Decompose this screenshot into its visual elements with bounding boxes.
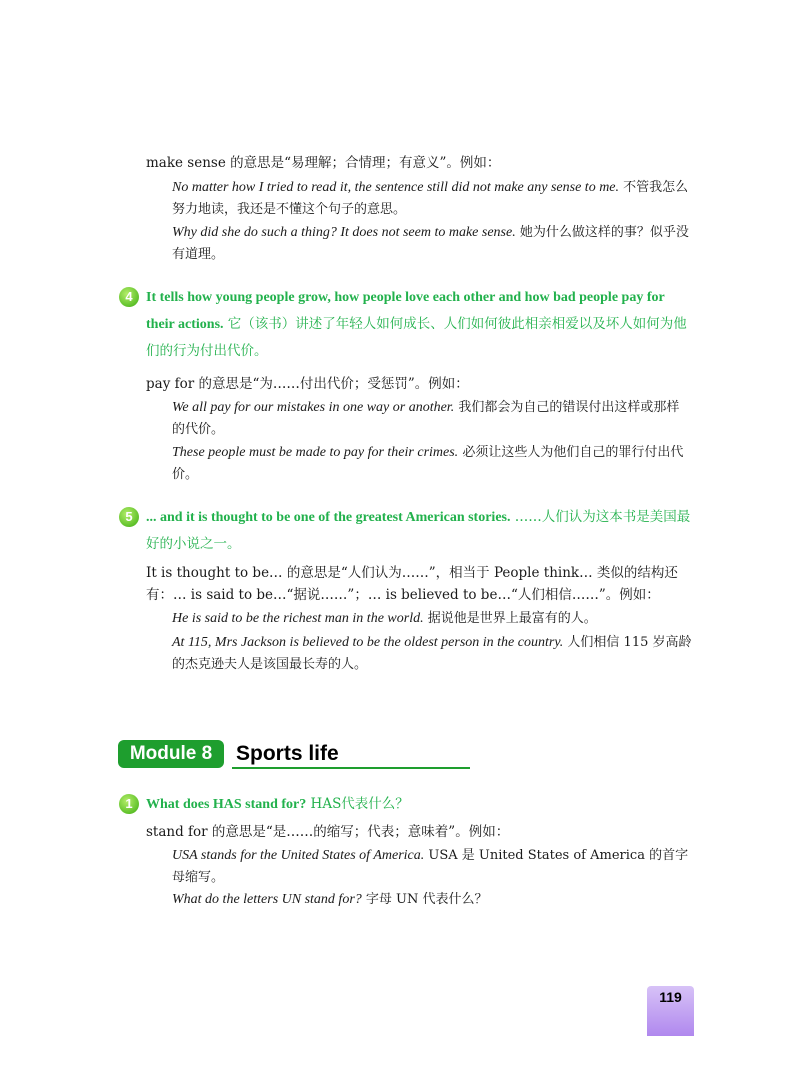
example-zh: USA 是 United States of America 的首字母缩写。 xyxy=(172,848,689,885)
example-zh: 我们都会为自己的错误付出这样或那样的代价。 xyxy=(172,400,680,437)
example-zh: 字母 UN 代表什么？ xyxy=(361,892,488,907)
note-heading-en: ... and it is thought to be one of the greatest American stories. xyxy=(146,510,511,525)
example-sentence xyxy=(172,222,692,266)
note-heading-zh: 它（该书）讲述了年轻人如何成长、人们如何彼此相亲相爱以及坏人如何为他们的行为付出代价。 xyxy=(146,316,687,359)
note-heading xyxy=(146,284,694,365)
module-underline xyxy=(232,767,470,769)
note-heading xyxy=(146,504,694,558)
example-en: What do the letters UN stand for? xyxy=(172,892,362,907)
note-heading-zh: HAS代表什么？ xyxy=(306,796,409,812)
example-sentence xyxy=(172,845,692,889)
module-header xyxy=(118,740,470,770)
make-sense-intro: make sense 的意思是“易理解；合情理；有意义”。例如： xyxy=(146,155,501,171)
example-zh: 人们相信 115 岁高龄的杰克逊夫人是该国最长寿的人。 xyxy=(172,635,692,672)
pay-for-intro: pay for 的意思是“为……付出代价；受惩罚”。例如： xyxy=(146,376,469,392)
example-en: At 115, Mrs Jackson is believed to be the oldest person in the country. xyxy=(172,635,564,650)
stand-for-intro: stand for 的意思是“是……的缩写；代表；意味着”。例如： xyxy=(146,824,510,840)
example-zh: 不管我怎么努力地读，我还是不懂这个句子的意思。 xyxy=(172,180,689,217)
example-zh: 她为什么做这样的事？似乎没有道理。 xyxy=(172,225,689,262)
note-number-badge: 5 xyxy=(119,507,139,527)
note-heading-en: It tells how young people grow, how people love each other and how bad people pay for their actions. xyxy=(146,290,665,332)
page-number-tab xyxy=(647,986,694,1036)
note-number-badge: 4 xyxy=(119,287,139,307)
note-heading-en: What does HAS stand for? xyxy=(146,797,307,812)
example-en: Why did she do such a thing? It does not seem to make sense. xyxy=(172,225,516,240)
example-sentence xyxy=(172,889,692,911)
example-sentence xyxy=(172,397,692,441)
example-en: We all pay for our mistakes in one way or another. xyxy=(172,400,455,415)
example-zh: 必须让这些人为他们自己的罪行付出代价。 xyxy=(172,445,684,482)
note-number-badge: 1 xyxy=(119,794,139,814)
page-number: 119 xyxy=(659,989,682,1005)
example-sentence xyxy=(172,177,692,221)
example-sentence xyxy=(172,632,692,676)
example-en: USA stands for the United States of America. xyxy=(172,848,425,863)
module-title: Sports life xyxy=(236,742,339,765)
example-en: He is said to be the richest man in the world. xyxy=(172,611,424,626)
is-thought-intro: It is thought to be… 的意思是“人们认为……”，相当于 People think… 类似的结构还有：… is said to be…“据说……”；… is believed to be…“人们相信……”。例如： xyxy=(146,565,678,603)
example-sentence xyxy=(172,442,692,486)
example-en: These people must be made to pay for their crimes. xyxy=(172,445,459,460)
example-en: No matter how I tried to read it, the sentence still did not make any sense to me. xyxy=(172,180,620,195)
module-badge: Module 8 xyxy=(118,740,224,768)
example-zh: 据说他是世界上最富有的人。 xyxy=(423,611,597,626)
note-heading-zh: ……人们认为这本书是美国最好的小说之一。 xyxy=(146,509,691,552)
note-heading xyxy=(146,791,694,818)
example-sentence xyxy=(172,608,692,630)
